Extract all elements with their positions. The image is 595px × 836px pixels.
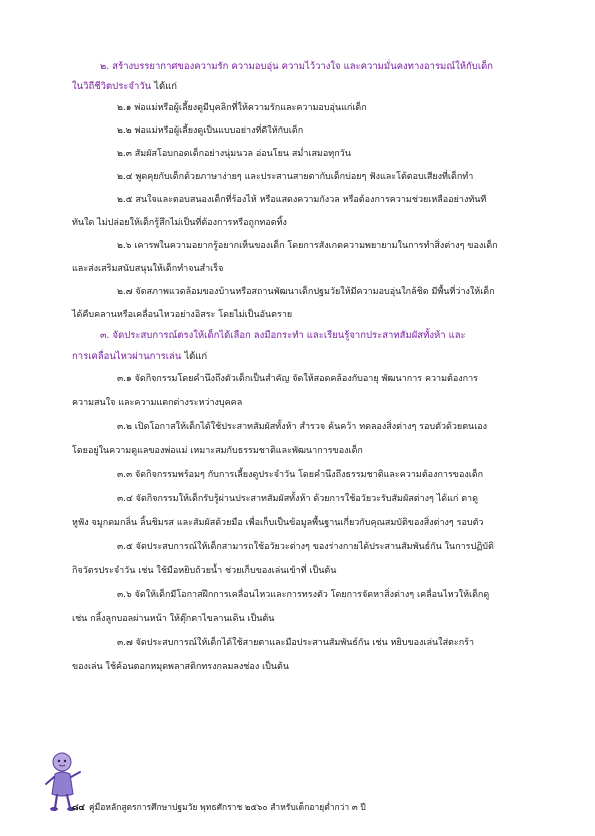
section-3-heading-text: การเคลื่อนไหวผ่านการเล่น — [72, 351, 182, 362]
item-3-4: ๓.๔ จัดกิจกรรมให้เด็กรับรู้ผ่านประสาทสัมผัสทั้งห้า ด้วยการใช้อวัยวะรับสัมผัสต่างๆ ได้แก่ ตาดู — [117, 494, 478, 504]
section-3-heading-tail: ได้แก่ — [181, 351, 208, 362]
section-3-heading-line-2 — [72, 351, 207, 363]
page-footer — [72, 800, 366, 814]
item-3-2: ๓.๒ เปิดโอกาสให้เด็กได้ใช้ประสาทสัมผัสทั้งห้า สำรวจ ค้นคว้า ทดลองสิ่งต่างๆ รอบตัวด้วยตนเอง — [117, 422, 488, 432]
item-2-2: ๒.๒ พ่อแม่หรือผู้เลี้ยงดูเป็นแบบอย่างที่ดีให้กับเด็ก — [117, 126, 304, 136]
item-2-7: ๒.๗ จัดสภาพแวดล้อมของบ้านหรือสถานพัฒนาเด็กปฐมวัยให้มีความอบอุ่นใกล้ชิด มีพื้นที่ว่างให้เด็ก — [117, 287, 495, 297]
section-2-heading-line-2 — [72, 81, 177, 93]
item-3-7-continued: ของเล่น ใช้ค้อนตอกหมุดพลาสติกทรงกลมลงช่อง เป็นต้น — [72, 662, 290, 672]
item-2-6-continued: และส่งเสริมสนับสนุนให้เด็กทำจนสำเร็จ — [72, 264, 224, 274]
item-2-7-continued: ได้คืบคลานหรือเคลื่อนไหวอย่างอิสระ โดยไม่เป็นอันตราย — [72, 310, 293, 320]
section-2-heading-text: ในวิถีชีวิตประจำวัน — [72, 81, 152, 92]
item-2-5-continued: ทันใด ไม่ปล่อยให้เด็กรู้สึกไม่เป็นที่ต้องการหรือถูกทอดทิ้ง — [72, 218, 287, 228]
footer-title: คู่มือหลักสูตรการศึกษาปฐมวัย พุทธศักราช ๒๕๖๐ สำหรับเด็กอายุต่ำกว่า ๓ ปี — [89, 803, 366, 813]
item-3-5: ๓.๕ จัดประสบการณ์ให้เด็กสามารถใช้อวัยวะต่างๆ ของร่างกายได้ประสานสัมพันธ์กัน ในการปฏิบัติ — [117, 542, 494, 552]
item-3-7: ๓.๗ จัดประสบการณ์ให้เด็กได้ใช้สายตาและมือประสานสัมพันธ์กัน เช่น หยิบของเล่นใส่ตะกร้า — [117, 638, 475, 648]
item-3-6-continued: เช่น กลิ้งลูกบอลผ่านหน้า ให้ตุ๊กตาไขลานเดิน เป็นต้น — [72, 614, 275, 624]
item-2-1: ๒.๑ พ่อแม่หรือผู้เลี้ยงดูมีบุคลิกที่ให้ความรักและความอบอุ่นแก่เด็ก — [117, 103, 367, 113]
section-2-heading-tail: ได้แก่ — [151, 81, 177, 92]
section-3-heading-line-1: ๓. จัดประสบการณ์ตรงให้เด็กได้เลือก ลงมือกระทำ และเรียนรู้จากประสาทสัมผัสทั้งห้า และ — [100, 330, 466, 341]
item-2-3: ๒.๓ สัมผัสโอบกอดเด็กอย่างนุ่มนวล อ่อนโยน สม่ำเสมอทุกวัน — [117, 149, 351, 159]
item-3-6: ๓.๖ จัดให้เด็กมีโอกาสฝึกการเคลื่อนไหวและการทรงตัว โดยการจัดหาสิ่งต่างๆ เคลื่อนไหวให้เด็กดู — [117, 590, 490, 600]
item-3-4-continued: หูฟัง จมูกดมกลิ่น ลิ้นชิมรส และสัมผัสด้วยมือ เพื่อเก็บเป็นข้อมูลพื้นฐานเกี่ยวกับคุณสมบัติของสิ่งต่างๆ รอบตัว — [72, 518, 484, 528]
item-3-1: ๓.๑ จัดกิจกรรมโดยคำนึงถึงตัวเด็กเป็นสำคัญ จัดให้สอดคล้องกับอายุ พัฒนาการ ความต้องการ — [117, 374, 478, 384]
item-2-4: ๒.๔ พูดคุยกับเด็กด้วยภาษาง่ายๆ และประสานสายตากับเด็กบ่อยๆ ฟังและโต้ตอบเสียงที่เด็กทำ — [117, 172, 474, 182]
item-3-5-continued: กิจวัตรประจำวัน เช่น ใช้มือหยิบถ้วยน้ำ ช่วยเก็บของเล่นเข้าที่ เป็นต้น — [72, 566, 337, 576]
item-2-5: ๒.๕ สนใจและตอบสนองเด็กที่ร้องไห้ หรือแสดงความกังวล หรือต้องการความช่วยเหลืออย่างทันที — [117, 195, 487, 205]
page-number: ๘๔ — [72, 803, 85, 813]
item-3-3: ๓.๓ จัดกิจกรรมพร้อมๆ กับการเลี้ยงดูประจำวัน โดยคำนึงถึงธรรมชาติและความต้องการของเด็ก — [117, 470, 484, 480]
item-3-1-continued: ความสนใจ และความแตกต่างระหว่างบุคคล — [72, 398, 243, 408]
item-2-6: ๒.๖ เคารพในความอยากรู้อยากเห็นของเด็ก โดยการสังเกตความพยายามในการทำสิ่งต่างๆ ของเด็ก — [117, 241, 498, 251]
section-2-heading-line-1: ๒. สร้างบรรยากาศของความรัก ความอบอุ่น ความไว้วางใจ และความมั่นคงทางอารมณ์ให้กับเด็ก — [100, 61, 493, 72]
item-3-2-continued: โดยอยู่ในความดูแลของพ่อแม่ เหมาะสมกับธรรมชาติและพัฒนาการของเด็ก — [72, 446, 363, 456]
